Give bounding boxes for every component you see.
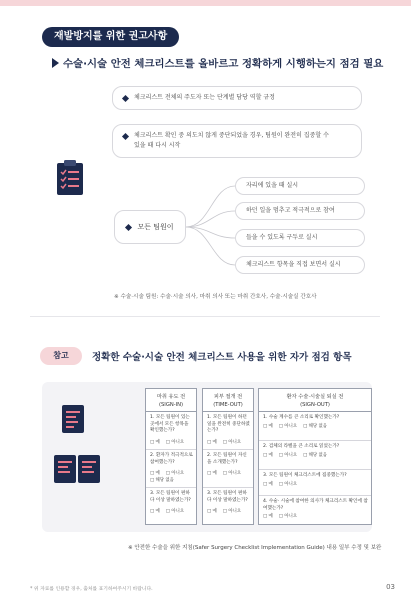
signout-column bbox=[258, 388, 372, 526]
column-body bbox=[202, 412, 254, 525]
no-checkbox[interactable]: □ 아니요 bbox=[165, 471, 185, 476]
yes-checkbox[interactable]: □ 예 bbox=[207, 471, 217, 476]
no-checkbox[interactable]: □ 아니요 bbox=[278, 452, 298, 458]
bullet-item-2 bbox=[123, 131, 329, 151]
page-number: 03 bbox=[386, 583, 395, 591]
yes-checkbox[interactable]: □ 예 bbox=[150, 439, 160, 445]
team-label: 모든 팀원이 bbox=[137, 223, 174, 231]
no-checkbox[interactable]: □ 아니요 bbox=[278, 514, 298, 519]
no-checkbox[interactable]: □ 아니요 bbox=[165, 439, 185, 445]
no-checkbox[interactable]: □ 아니요 bbox=[222, 439, 242, 445]
triangle-arrow-icon bbox=[52, 58, 59, 68]
top-accent-bar bbox=[0, 0, 411, 6]
check-item: 1. 모든 팀원이 있는 곳에서 모든 항목을 확인했는가? □ 예 □ 아니요 bbox=[146, 412, 196, 450]
check-item: 1. 모든 팀원이 하던 일을 완전히 중단하였는가? □ 예 □ 아니요 bbox=[203, 412, 253, 450]
yes-checkbox[interactable]: □ 예 bbox=[263, 481, 273, 487]
no-checkbox[interactable]: □ 아니요 bbox=[222, 471, 242, 476]
check-item: 4. 수술· 시술에 참여한 의사가 체크리스트 확인에 참여했는가? □ 예 □ 아니요 bbox=[263, 499, 368, 519]
yes-checkbox[interactable]: □ 예 bbox=[263, 423, 273, 429]
team-action-3: 들을 수 있도록 구두로 실시 bbox=[235, 229, 365, 247]
bullet-item-1 bbox=[123, 93, 275, 103]
no-checkbox[interactable]: □ 아니요 bbox=[278, 481, 298, 487]
yes-checkbox[interactable]: □ 예 bbox=[150, 509, 160, 514]
column-header: 환자 수술·시술실 퇴실 전 (SIGN-OUT) bbox=[258, 388, 372, 412]
signin-column bbox=[145, 388, 197, 526]
citation-footer: * 위 자료를 인용할 경우, 출처를 표기하여주시기 바랍니다. bbox=[30, 587, 153, 592]
team-member-note: ※ 수술·시술 팀원: 수술·시술 의사, 마취 의사 또는 마취 간호사, 수술·시술실 간호사 bbox=[114, 294, 317, 300]
headline-text: 수술·시술 안전 체크리스트를 올바르고 정확하게 시행하는지 점검 필요 bbox=[63, 58, 384, 70]
column-body bbox=[145, 412, 197, 525]
na-checkbox[interactable]: □ 해당 없음 bbox=[150, 477, 174, 483]
team-action-2: 하던 일을 멈추고 적극적으로 참여 bbox=[235, 202, 365, 220]
no-checkbox[interactable]: □ 아니요 bbox=[165, 509, 185, 514]
checklist-document-icon bbox=[54, 455, 76, 483]
diamond-bullet-icon bbox=[125, 223, 132, 230]
section-divider bbox=[30, 316, 380, 317]
timeout-column bbox=[202, 388, 254, 526]
check-item: 2. 모든 팀원이 자신을 소개했는가? □ 예 □ 아니요 bbox=[203, 450, 253, 488]
team-action-4: 체크리스트 항목을 직접 보면서 실시 bbox=[235, 256, 365, 274]
diamond-bullet-icon bbox=[122, 95, 129, 102]
reference-title: 정확한 수술·시술 안전 체크리스트 사용을 위한 자가 점검 항목 bbox=[92, 352, 352, 363]
diamond-bullet-icon bbox=[122, 133, 129, 140]
yes-checkbox[interactable]: □ 예 bbox=[207, 439, 217, 445]
na-checkbox[interactable]: □ 해당 없음 bbox=[303, 452, 327, 458]
yes-checkbox[interactable]: □ 예 bbox=[263, 452, 273, 458]
bullet-text: 체크리스트 확인 중 의도치 않게 중단되었을 경우, 팀원이 완전히 집중할 수 있을 때 다시 시작 bbox=[134, 132, 329, 149]
check-item: 2. 환자가 적극적으로 참여했는가? □ 예 □ 아니요□ 해당 없음 bbox=[146, 450, 196, 488]
check-item: 3. 모든 팀원이 편하다 이상 말하였는가? □ 예 □ 아니요 bbox=[150, 491, 191, 514]
team-box bbox=[114, 210, 186, 244]
column-header: 피부 절개 전 (TIME-OUT) bbox=[202, 388, 254, 412]
check-item: 2. 검체의 라벨을 큰 소리로 읽었는가? □ 예 □ 아니요 □ 해당 없음 bbox=[259, 441, 371, 470]
check-item: 1. 수술 계수를 큰 소리로 확인했는가? □ 예 □ 아니요 □ 해당 없음 bbox=[259, 412, 371, 441]
clipboard-checklist-icon bbox=[56, 160, 84, 196]
team-action-1: 자리에 있을 때 실시 bbox=[235, 177, 365, 195]
yes-checkbox[interactable]: □ 예 bbox=[207, 509, 217, 514]
column-header: 마취 유도 전 (SIGN-IN) bbox=[145, 388, 197, 412]
column-body bbox=[258, 412, 372, 525]
no-checkbox[interactable]: □ 아니요 bbox=[278, 423, 298, 429]
check-item: 3. 모든 팀원이 편하다 이상 말하였는가? □ 예 □ 아니요 bbox=[207, 491, 248, 514]
reference-tag: 참고 bbox=[40, 347, 82, 365]
yes-checkbox[interactable]: □ 예 bbox=[263, 514, 273, 519]
na-checkbox[interactable]: □ 해당 없음 bbox=[303, 423, 327, 429]
section-title-badge: 재발방지를 위한 권고사항 bbox=[42, 27, 179, 47]
checklist-document-icon bbox=[62, 405, 84, 433]
check-item: 3. 모든 팀원이 체크리스트에 집중했는가? □ 예 □ 아니요 bbox=[259, 470, 371, 496]
checklist-document-icon bbox=[78, 455, 100, 483]
bullet-text: 체크리스트 전체의 주도자 또는 단계별 담당 역할 규정 bbox=[134, 94, 275, 101]
checklist-documents-illustration bbox=[52, 400, 127, 490]
recommendation-headline bbox=[52, 55, 383, 70]
reference-footnote: ※ 안전한 수술을 위한 지침(Safer Surgery Checklist Implementation Guide) 내용 일부 수정 및 보완 bbox=[128, 545, 382, 551]
no-checkbox[interactable]: □ 아니요 bbox=[222, 509, 242, 514]
yes-checkbox[interactable]: □ 예 bbox=[150, 471, 160, 476]
